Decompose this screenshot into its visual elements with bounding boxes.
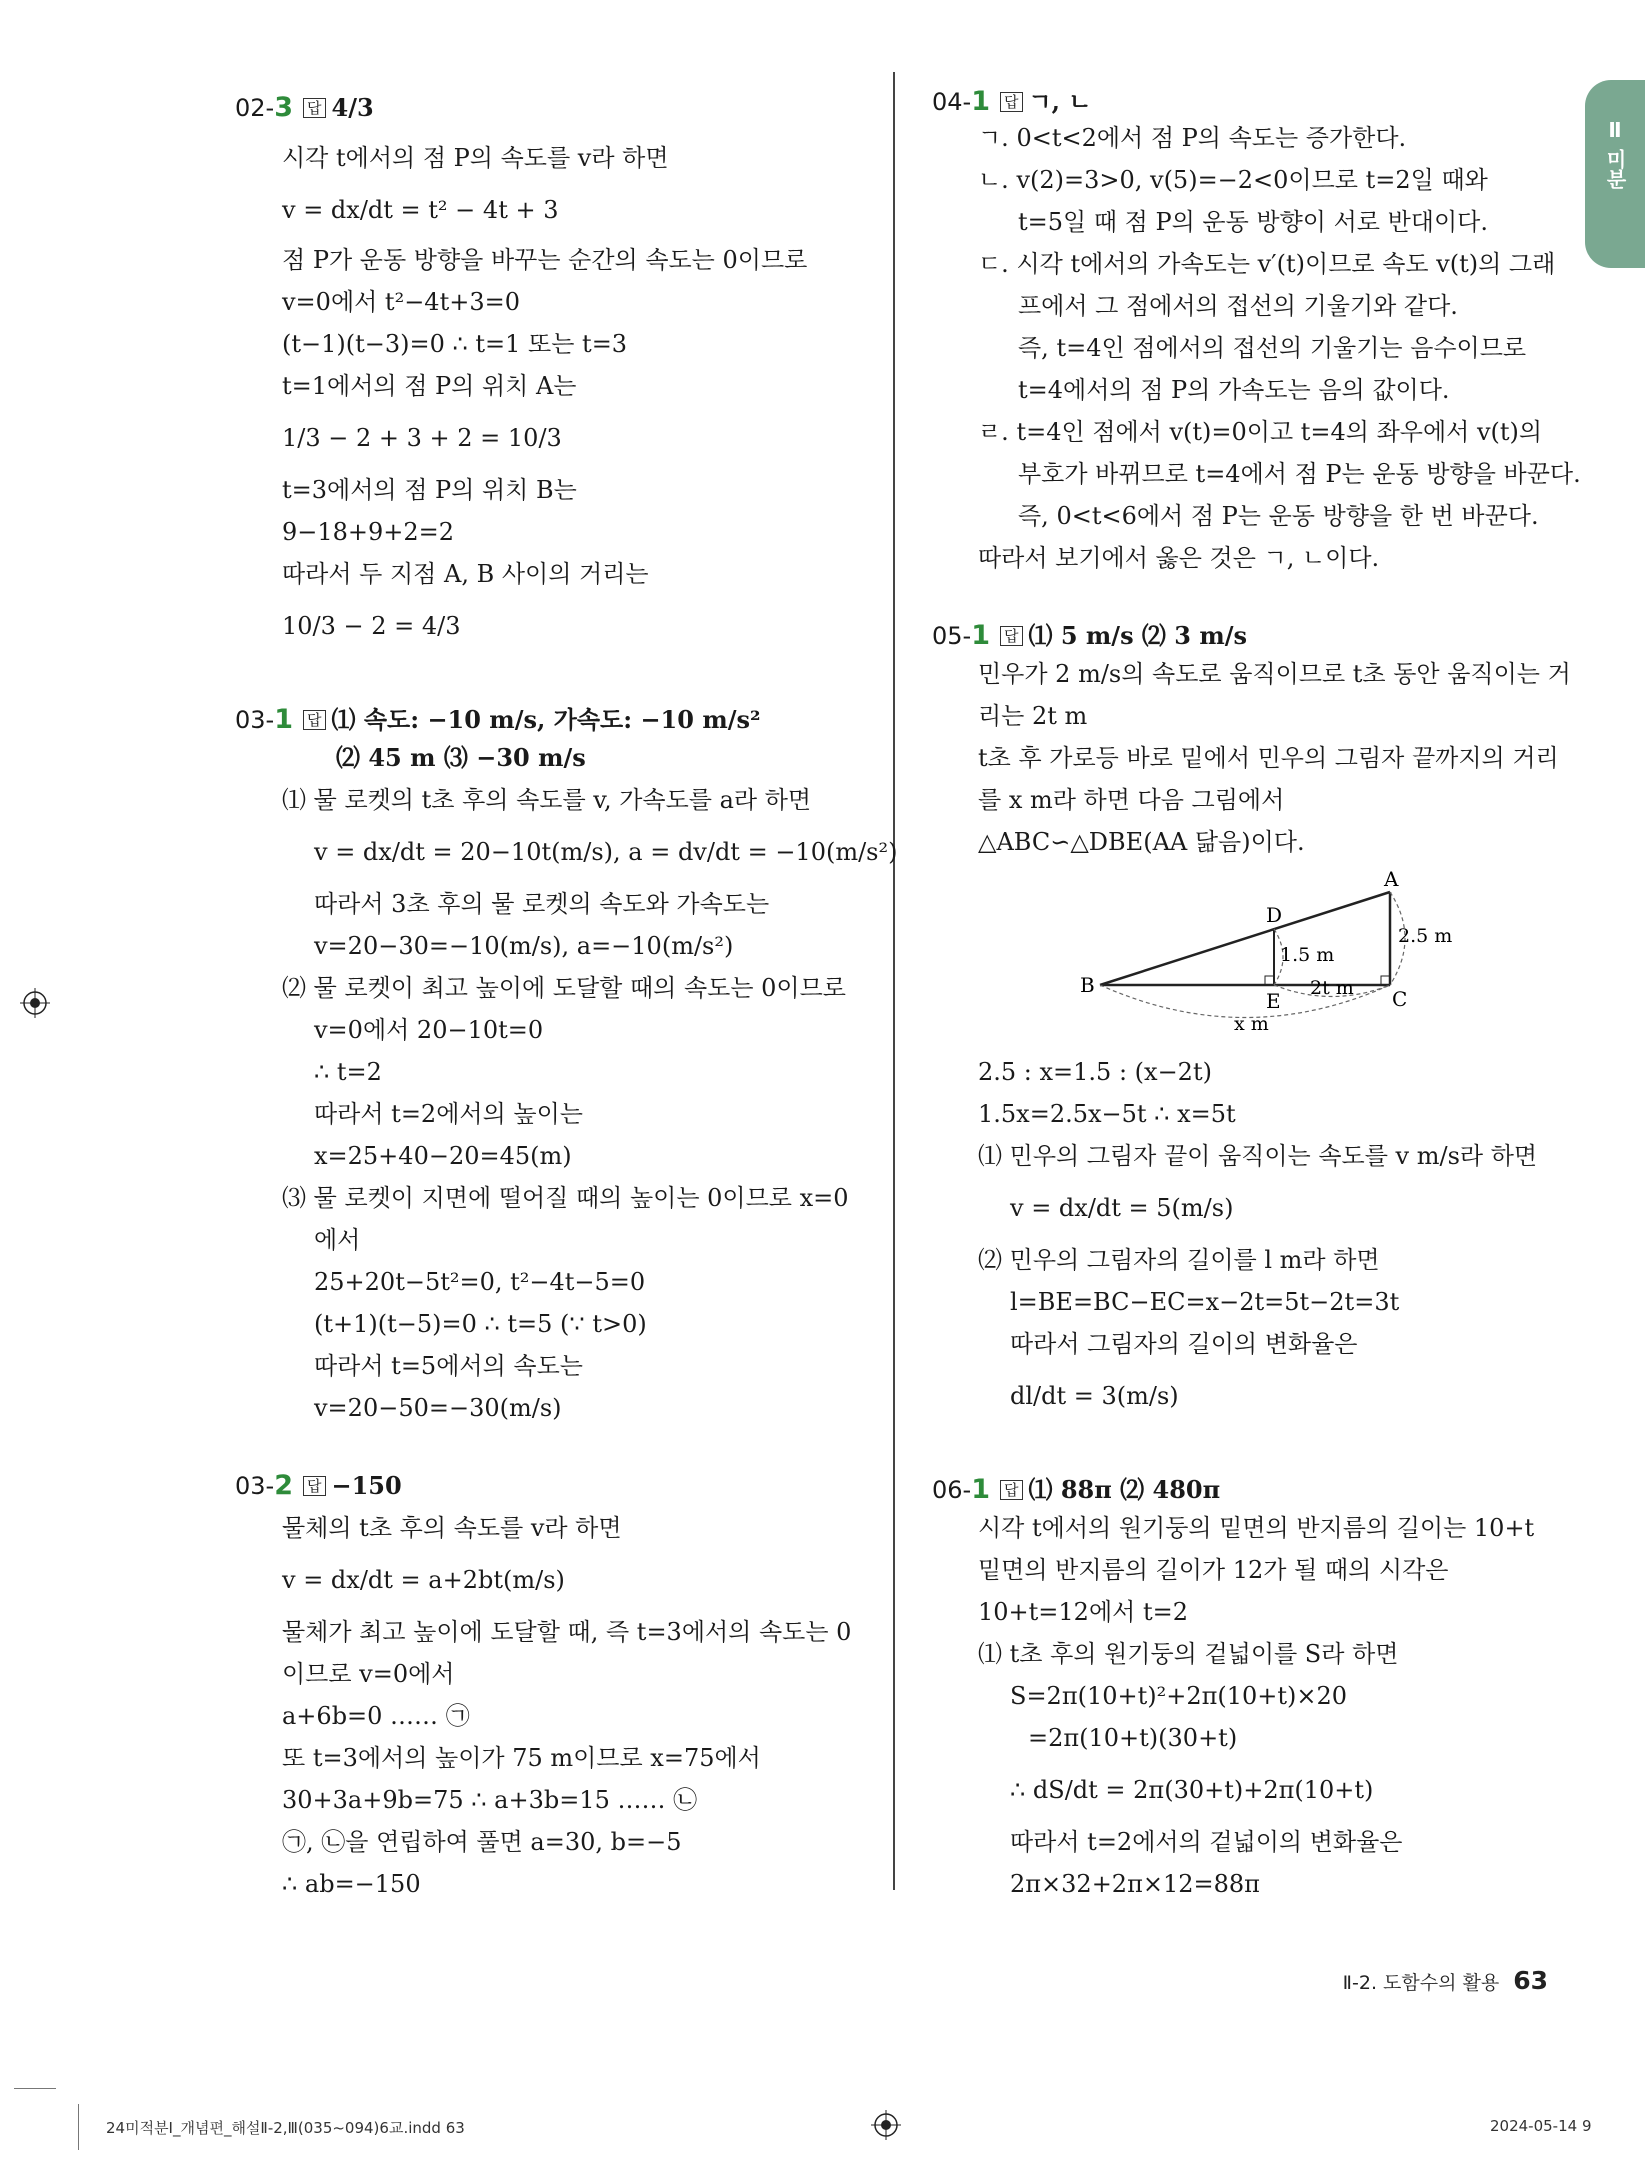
text-line: △ABC∽△DBE(AA 닮음)이다. [978, 828, 1305, 856]
problem-answer-cont: ⑵ 45 m ⑶ −30 m/s [336, 743, 586, 772]
problem-subnumber: 1 [971, 620, 990, 651]
text-line: 30+3a+9b=75 ∴ a+3b=15 …… ㉡ [282, 1786, 698, 1814]
text-line: (t−1)(t−3)=0 ∴ t=1 또는 t=3 [282, 330, 628, 358]
text-line: 따라서 두 지점 A, B 사이의 거리는 [282, 560, 649, 588]
text-line: v=20−50=−30(m/s) [314, 1394, 562, 1422]
problem-answer: ⑴ 5 m/s ⑵ 3 m/s [1028, 621, 1248, 650]
problem-number: 03- [235, 1472, 275, 1500]
text-line: ㄴ. v(2)=3>0, v(5)=−2<0이므로 t=2일 때와 [978, 166, 1488, 194]
text-line: 물체가 최고 높이에 도달할 때, 즉 t=3에서의 속도는 0 [282, 1618, 852, 1646]
text-line: 1.5x=2.5x−5t ∴ x=5t [978, 1100, 1236, 1128]
problem-subnumber: 3 [274, 92, 293, 123]
crop-mark [78, 2104, 79, 2150]
text-line: 따라서 보기에서 옳은 것은 ㄱ, ㄴ이다. [978, 544, 1380, 572]
text-line: ⑶ 물 로켓이 지면에 떨어질 때의 높이는 0이므로 x=0 [282, 1184, 849, 1212]
text-line: v=0에서 20−10t=0 [314, 1016, 544, 1044]
right-angle-c [1381, 976, 1390, 985]
text-line: 또 t=3에서의 높이가 75 m이므로 x=75에서 [282, 1744, 761, 1772]
problem-answer: ㄱ, ㄴ [1028, 87, 1092, 116]
text-line: t=3에서의 점 P의 위치 B는 [282, 476, 577, 504]
text-line: ∴ dS/dt = 2π(30+t)+2π(10+t) [1010, 1776, 1374, 1804]
text-line: ㄷ. 시각 t에서의 가속도는 v′(t)이므로 속도 v(t)의 그래 [978, 250, 1556, 278]
problem-04-1-header [932, 82, 1092, 117]
text-line: 따라서 t=2에서의 높이는 [314, 1100, 583, 1128]
point-a-label: A [1384, 867, 1399, 891]
text-line: ∴ ab=−150 [282, 1870, 421, 1898]
text-line: 부호가 바뀌므로 t=4에서 점 P는 운동 방향을 바꾼다. [1018, 460, 1581, 488]
text-line: 따라서 그림자의 길이의 변화율은 [1010, 1330, 1358, 1358]
similar-triangles-figure [1070, 867, 1470, 1050]
text-line: a+6b=0 …… ㉠ [282, 1702, 470, 1730]
text-line: 리는 2t m [978, 702, 1088, 730]
column-divider [893, 72, 895, 1890]
problem-number: 04- [932, 88, 972, 116]
registration-mark-icon [20, 988, 50, 1018]
problem-subnumber: 1 [274, 704, 293, 735]
text-line: 시각 t에서의 점 P의 속도를 v라 하면 [282, 144, 669, 172]
page-number: 63 [1513, 1966, 1548, 1995]
text-line: 물체의 t초 후의 속도를 v라 하면 [282, 1514, 622, 1542]
text-line: ㄱ. 0<t<2에서 점 P의 속도는 증가한다. [978, 124, 1407, 152]
text-line: v=0에서 t²−4t+3=0 [282, 288, 520, 316]
text-line: 10+t=12에서 t=2 [978, 1598, 1188, 1626]
text-line: ⑴ t초 후의 원기둥의 겉넓이를 S라 하면 [978, 1640, 1399, 1668]
text-line: 9−18+9+2=2 [282, 518, 455, 546]
text-line: ⑵ 물 로켓이 최고 높이에 도달할 때의 속도는 0이므로 [282, 974, 846, 1002]
crop-mark [14, 2088, 56, 2089]
text-line: S=2π(10+t)²+2π(10+t)×20 [1010, 1682, 1348, 1710]
answer-badge: 답 [1000, 92, 1023, 112]
text-line: t=1에서의 점 P의 위치 A는 [282, 372, 577, 400]
text-line: =2π(10+t)(30+t) [1028, 1724, 1238, 1752]
answer-badge: 답 [1000, 626, 1023, 646]
answer-badge: 답 [1000, 1480, 1023, 1500]
point-b-label: B [1080, 973, 1095, 997]
text-line: 즉, 0<t<6에서 점 P는 운동 방향을 한 번 바꾼다. [1018, 502, 1539, 530]
text-line: v = dx/dt = 20−10t(m/s), a = dv/dt = −10(m/s²) [314, 838, 898, 866]
problem-subnumber: 1 [971, 86, 990, 117]
length-ac-label: 2.5 m [1398, 925, 1453, 947]
text-line: ⑴ 물 로켓의 t초 후의 속도를 v, 가속도를 a라 하면 [282, 786, 812, 814]
text-line: l=BE=BC−EC=x−2t=5t−2t=3t [1010, 1288, 1400, 1316]
point-d-label: D [1266, 903, 1283, 927]
text-line: ∴ t=2 [314, 1058, 382, 1086]
text-line: v = dx/dt = t² − 4t + 3 [282, 196, 559, 224]
text-line: 시각 t에서의 원기둥의 밑면의 반지름의 길이는 10+t [978, 1514, 1535, 1542]
text-line: 즉, t=4인 점에서의 접선의 기울기는 음수이므로 [1018, 334, 1527, 362]
line-ba [1100, 892, 1390, 985]
text-line: 25+20t−5t²=0, t²−4t−5=0 [314, 1268, 646, 1296]
problem-subnumber: 2 [274, 1470, 293, 1501]
text-line: 밑면의 반지름의 길이가 12가 될 때의 시각은 [978, 1556, 1449, 1584]
text-line: 1/3 − 2 + 3 + 2 = 10/3 [282, 424, 562, 452]
problem-05-1-header [932, 616, 1247, 651]
print-date-label: 2024-05-14 9 [1490, 2117, 1592, 2135]
problem-number: 05- [932, 622, 972, 650]
text-line: 따라서 t=2에서의 겉넓이의 변화율은 [1010, 1828, 1403, 1856]
chapter-tab-label: Ⅱ 미분 [1603, 118, 1627, 189]
answer-badge: 답 [303, 710, 326, 730]
text-line: 를 x m라 하면 다음 그림에서 [978, 786, 1285, 814]
text-line: dl/dt = 3(m/s) [1010, 1382, 1179, 1410]
text-line: 민우가 2 m/s의 속도로 움직이므로 t초 동안 움직이는 거 [978, 660, 1571, 688]
text-line: ㉠, ㉡을 연립하여 풀면 a=30, b=−5 [282, 1828, 682, 1856]
problem-answer: ⑴ 속도: −10 m/s, 가속도: −10 m/s² [331, 705, 761, 734]
problem-answer: ⑴ 88π ⑵ 480π [1028, 1475, 1221, 1504]
text-line: 10/3 − 2 = 4/3 [282, 612, 461, 640]
page-footer [1343, 1966, 1548, 1995]
text-line: 에서 [314, 1226, 361, 1254]
text-line: 따라서 3초 후의 물 로켓의 속도와 가속도는 [314, 890, 770, 918]
text-line: 따라서 t=5에서의 속도는 [314, 1352, 583, 1380]
print-file-label: 24미적분Ⅰ_개념편_해설Ⅱ-2,Ⅲ(035~094)6교.indd 63 [106, 2119, 465, 2137]
text-line: ⑵ 민우의 그림자의 길이를 l m라 하면 [978, 1246, 1380, 1274]
problem-subnumber: 1 [971, 1474, 990, 1505]
problem-number: 02- [235, 94, 275, 122]
text-line: t초 후 가로등 바로 밑에서 민우의 그림자 끝까지의 거리 [978, 744, 1559, 772]
problem-03-1-header [235, 700, 761, 735]
answer-badge: 답 [303, 1476, 326, 1496]
length-de-label: 1.5 m [1280, 944, 1335, 966]
length-bc-label: x m [1234, 1013, 1269, 1035]
text-line: v=20−30=−10(m/s), a=−10(m/s²) [314, 932, 734, 960]
right-angle-e [1265, 976, 1274, 985]
point-e-label: E [1266, 989, 1281, 1013]
point-c-label: C [1392, 987, 1408, 1011]
problem-answer: 4/3 [331, 93, 374, 122]
text-line: x=25+40−20=45(m) [314, 1142, 572, 1170]
problem-02-3-header [235, 92, 374, 123]
text-line: t=5일 때 점 P의 운동 방향이 서로 반대이다. [1018, 208, 1488, 236]
chapter-label: Ⅱ-2. 도함수의 활용 [1342, 1972, 1500, 1994]
problem-06-1-header [932, 1470, 1220, 1505]
registration-mark-icon [871, 2110, 901, 2140]
text-line: v = dx/dt = a+2bt(m/s) [282, 1566, 565, 1594]
problem-answer: −150 [331, 1471, 402, 1500]
text-line: 프에서 그 점에서의 접선의 기울기와 같다. [1018, 292, 1458, 320]
text-line: 점 P가 운동 방향을 바꾸는 순간의 속도는 0이므로 [282, 246, 808, 274]
problem-number: 03- [235, 706, 275, 734]
length-ec-label: 2t m [1310, 977, 1354, 999]
text-line: ㄹ. t=4인 점에서 v(t)=0이고 t=4의 좌우에서 v(t)의 [978, 418, 1543, 446]
text-line: v = dx/dt = 5(m/s) [1010, 1194, 1234, 1222]
problem-number: 06- [932, 1476, 972, 1504]
text-line: ⑴ 민우의 그림자 끝이 움직이는 속도를 v m/s라 하면 [978, 1142, 1538, 1170]
text-line: t=4에서의 점 P의 가속도는 음의 값이다. [1018, 376, 1450, 404]
text-line: 2π×32+2π×12=88π [1010, 1870, 1260, 1898]
problem-03-2-header [235, 1470, 402, 1501]
text-line: 2.5 : x=1.5 : (x−2t) [978, 1058, 1212, 1086]
text-line: 이므로 v=0에서 [282, 1660, 455, 1688]
answer-badge: 답 [303, 98, 326, 118]
text-line: (t+1)(t−5)=0 ∴ t=5 (∵ t>0) [314, 1310, 647, 1338]
